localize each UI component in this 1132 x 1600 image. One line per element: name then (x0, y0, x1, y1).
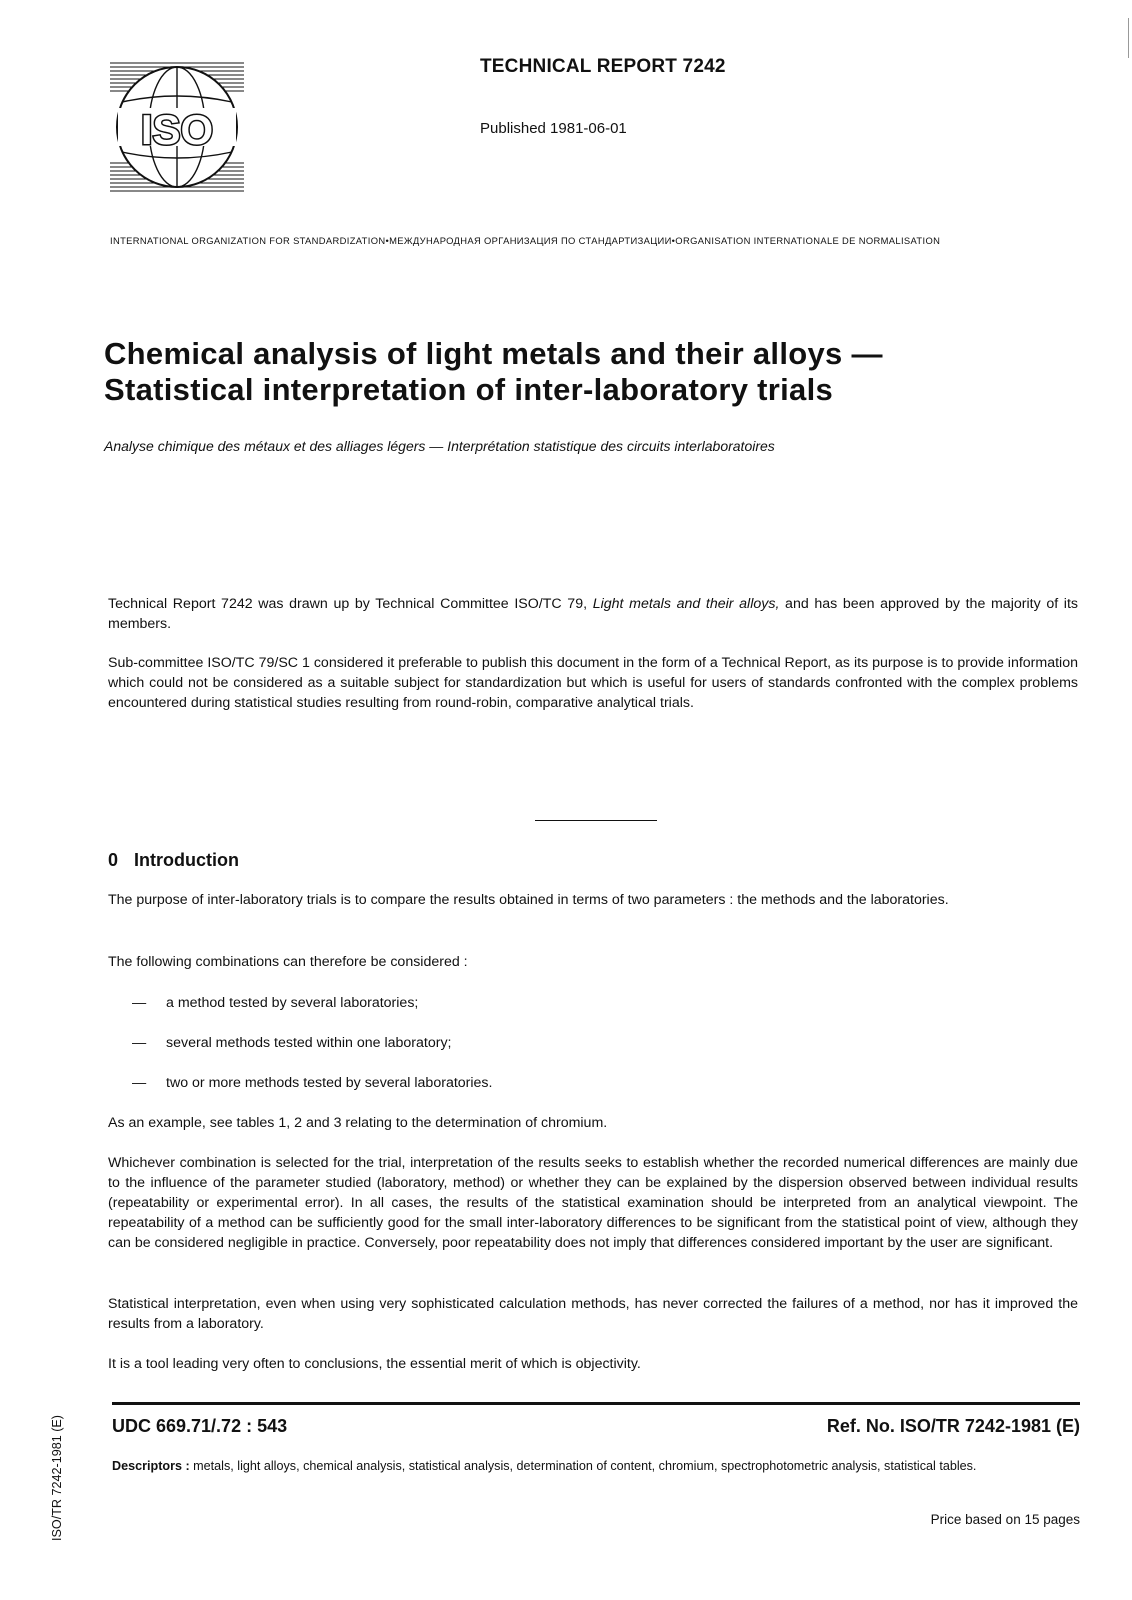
separator-rule (535, 820, 657, 821)
foreword-paragraph-2: Sub-committee ISO/TC 79/SC 1 considered it preferable to publish this document in the form of a Technical Report, as its purpose is to provide information which could not be considered as a suitable subject for standardization but which is useful for users of standards confronted with the complex problems encountered during statistical studies resulting from round-robin, comparative analytical trials. (108, 655, 1078, 711)
intro-paragraph-5: Statistical interpretation, even when using very sophisticated calculation methods, has never corrected the failures of a method, nor has it improved the results from a laboratory. (108, 1296, 1078, 1332)
side-reference: ISO/TR 7242-1981 (E) (50, 1415, 64, 1541)
intro-paragraph-2: The following combinations can therefore be considered : (108, 954, 468, 970)
organization-line: INTERNATIONAL ORGANIZATION FOR STANDARDIZATION•МЕЖДУНАРОДНАЯ ОРГАНИЗАЦИЯ ПО СТАНДАРТИЗАЦИИ•ORGANISATION INTERNATIONALE DE NORMALISATION (110, 235, 941, 246)
title-line-2: Statistical interpretation of inter-laboratory trials (104, 372, 834, 407)
price-note: Price based on 15 pages (930, 1512, 1080, 1527)
list-item: — several methods tested within one laboratory; (132, 1035, 452, 1051)
title-line-1: Chemical analysis of light metals and their alloys — (104, 336, 883, 371)
intro-paragraph-1: The purpose of inter-laboratory trials is to compare the results obtained in terms of two parameters : the methods and the laboratories. (108, 892, 949, 908)
section-heading-introduction: 0 Introduction (108, 850, 239, 870)
document-title (104, 336, 1024, 408)
committee-title: Light metals and their alloys, (592, 596, 780, 612)
iso-logo (110, 60, 244, 194)
udc-number: UDC 669.71/.72 : 543 (112, 1416, 288, 1436)
published-date: Published 1981-06-01 (480, 120, 627, 137)
foreword-paragraph-1: Technical Report 7242 was drawn up by Technical Committee ISO/TC 79, Light metals and their alloys, and has been approved by the majority of its members. (108, 596, 1078, 632)
list-item: — two or more methods tested by several laboratories. (132, 1075, 493, 1091)
intro-paragraph-3: As an example, see tables 1, 2 and 3 relating to the determination of chromium. (108, 1115, 608, 1131)
footer-rule (112, 1402, 1080, 1405)
iso-logo-text: ISO (140, 106, 214, 153)
descriptors: Descriptors : metals, light alloys, chemical analysis, statistical analysis, determination of content, chromium, spectrophotometric analysis, statistical tables. (112, 1459, 977, 1473)
page-edge-mark (1128, 18, 1129, 58)
intro-paragraph-4: Whichever combination is selected for the trial, interpretation of the results seeks to establish whether the recorded numerical differences are mainly due to the influence of the parameter studied (laboratory, method) or whether they can be explained by the dispersion observed between individual results (repeatability or experimental error). In all cases, the results of the statistical examination should be interpreted from an analytical viewpoint. The repeatability of a method can be sufficiently good for the small inter-laboratory differences to be significant from the statistical point of view, although they can be considered negligible in practice. Conversely, poor repeatability does not imply that differences considered important by the user are significant. (108, 1155, 1078, 1251)
list-item: — a method tested by several laboratories; (132, 995, 419, 1011)
french-title: Analyse chimique des métaux et des alliages légers — Interprétation statistique des circuits interlaboratoires (104, 438, 775, 454)
reference-number: Ref. No. ISO/TR 7242-1981 (E) (826, 1416, 1080, 1436)
intro-paragraph-6: It is a tool leading very often to conclusions, the essential merit of which is objectivity. (108, 1356, 641, 1372)
report-title: TECHNICAL REPORT 7242 (480, 56, 726, 77)
